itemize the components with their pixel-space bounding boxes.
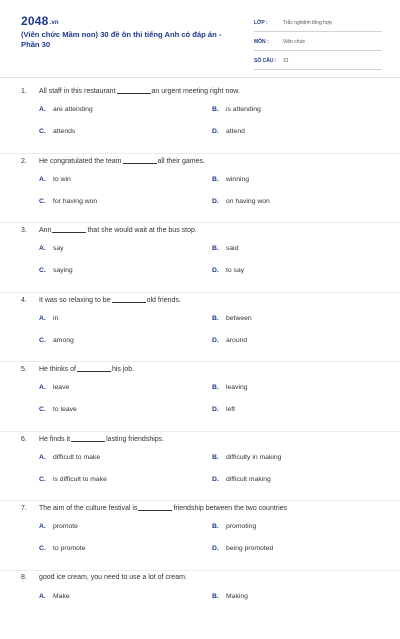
question-stem [21, 87, 240, 95]
question-item [0, 501, 400, 571]
option-b[interactable]: B. said [212, 245, 238, 252]
stem-text: that she would wait at the bus stop. [87, 227, 196, 234]
stem-text: friendship between the two countries [173, 505, 287, 512]
question-stem [21, 226, 197, 234]
question-item [0, 362, 400, 432]
answer-blank [52, 226, 86, 233]
answer-blank [77, 365, 111, 372]
option-b[interactable]: B. difficulty in making [212, 454, 281, 461]
question-stem [21, 504, 287, 512]
option-c[interactable]: C. to leave [39, 406, 77, 413]
answer-blank [71, 435, 105, 442]
meta-value: Viên chức [283, 39, 305, 45]
stem-text: lasting friendships. [106, 436, 164, 443]
option-c[interactable]: C. for having won [39, 198, 97, 205]
question-number: 6. [21, 436, 39, 443]
option-a[interactable]: A. Make [39, 593, 70, 600]
stem-text: He congratulated the team [39, 158, 122, 165]
meta-value: 31 [283, 58, 289, 64]
stem-text: It was so relaxing to be [39, 297, 111, 304]
stem-text: He thinks of [39, 366, 76, 373]
option-c[interactable]: C. attends [39, 128, 75, 135]
option-c[interactable]: C. is difficult to make [39, 476, 107, 483]
meta-key: MÔN : [254, 39, 283, 45]
question-item [0, 84, 400, 154]
question-stem [21, 365, 134, 373]
question-stem [21, 435, 164, 443]
answer-blank [112, 296, 146, 303]
option-a[interactable]: A. difficult to make [39, 454, 100, 461]
question-number: 2. [21, 158, 39, 165]
option-d[interactable]: D. on having won [212, 198, 270, 205]
meta-row-count [254, 53, 382, 70]
question-stem [21, 574, 187, 581]
meta-row-class [254, 15, 382, 32]
option-c[interactable]: C. among [39, 337, 74, 344]
document-title: (Viên chức Mầm non) 30 đề ôn thi tiếng Anh có đáp án - Phần 30 [21, 30, 236, 50]
question-item [0, 432, 400, 502]
question-number: 4. [21, 297, 39, 304]
site-logo[interactable]: 2048.vn [21, 14, 59, 28]
meta-key: SỐ CÂU : [254, 58, 283, 64]
question-item [0, 154, 400, 224]
question-stem [21, 157, 205, 165]
stem-text: an urgent meeting right now. [152, 88, 240, 95]
question-number: 1. [21, 88, 39, 95]
stem-text: The aim of the culture festival is [39, 505, 137, 512]
stem-text: his job. [112, 366, 134, 373]
option-a[interactable]: A. say [39, 245, 64, 252]
question-number: 8. [21, 574, 39, 581]
meta-value: Trắc nghiệm tổng hợp [283, 20, 332, 26]
meta-row-subject [254, 34, 382, 51]
option-d[interactable]: D. being promoted [212, 545, 273, 552]
stem-text: old friends. [147, 297, 181, 304]
option-d[interactable]: D. left [212, 406, 235, 413]
question-number: 7. [21, 505, 39, 512]
stem-text: good ice cream, you need to use a lot of cream. [39, 574, 187, 581]
option-d[interactable]: D. to say [212, 267, 244, 274]
page-header [0, 0, 400, 80]
option-c[interactable]: C. to promote [39, 545, 86, 552]
option-c[interactable]: C. saying [39, 267, 73, 274]
question-item [0, 571, 400, 639]
option-b[interactable]: B. is attending [212, 106, 261, 113]
option-a[interactable]: A. in [39, 315, 58, 322]
option-a[interactable]: A. to win [39, 176, 71, 183]
option-a[interactable]: A. leave [39, 384, 69, 391]
option-d[interactable]: D. around [212, 337, 247, 344]
question-item [0, 223, 400, 293]
stem-text: Ann [39, 227, 51, 234]
option-b[interactable]: B. promoting [212, 523, 256, 530]
option-b[interactable]: B. winning [212, 176, 249, 183]
option-d[interactable]: D. attend [212, 128, 245, 135]
answer-blank [138, 504, 172, 511]
meta-info [254, 15, 382, 72]
option-d[interactable]: D. difficult making [212, 476, 271, 483]
answer-blank [117, 87, 151, 94]
option-a[interactable]: A. promote [39, 523, 78, 530]
header-divider [0, 77, 400, 78]
stem-text: He finds it [39, 436, 70, 443]
option-a[interactable]: A. are attending [39, 106, 93, 113]
question-stem [21, 296, 181, 304]
meta-key: LỚP : [254, 20, 283, 26]
stem-text: all their games. [158, 158, 205, 165]
question-item [0, 293, 400, 363]
answer-blank [123, 157, 157, 164]
stem-text: All staff in this restaurant [39, 88, 116, 95]
option-b[interactable]: B. leaving [212, 384, 248, 391]
option-b[interactable]: B. between [212, 315, 252, 322]
option-b[interactable]: B. Making [212, 593, 248, 600]
question-number: 3. [21, 227, 39, 234]
question-list [0, 84, 400, 639]
question-number: 5. [21, 366, 39, 373]
